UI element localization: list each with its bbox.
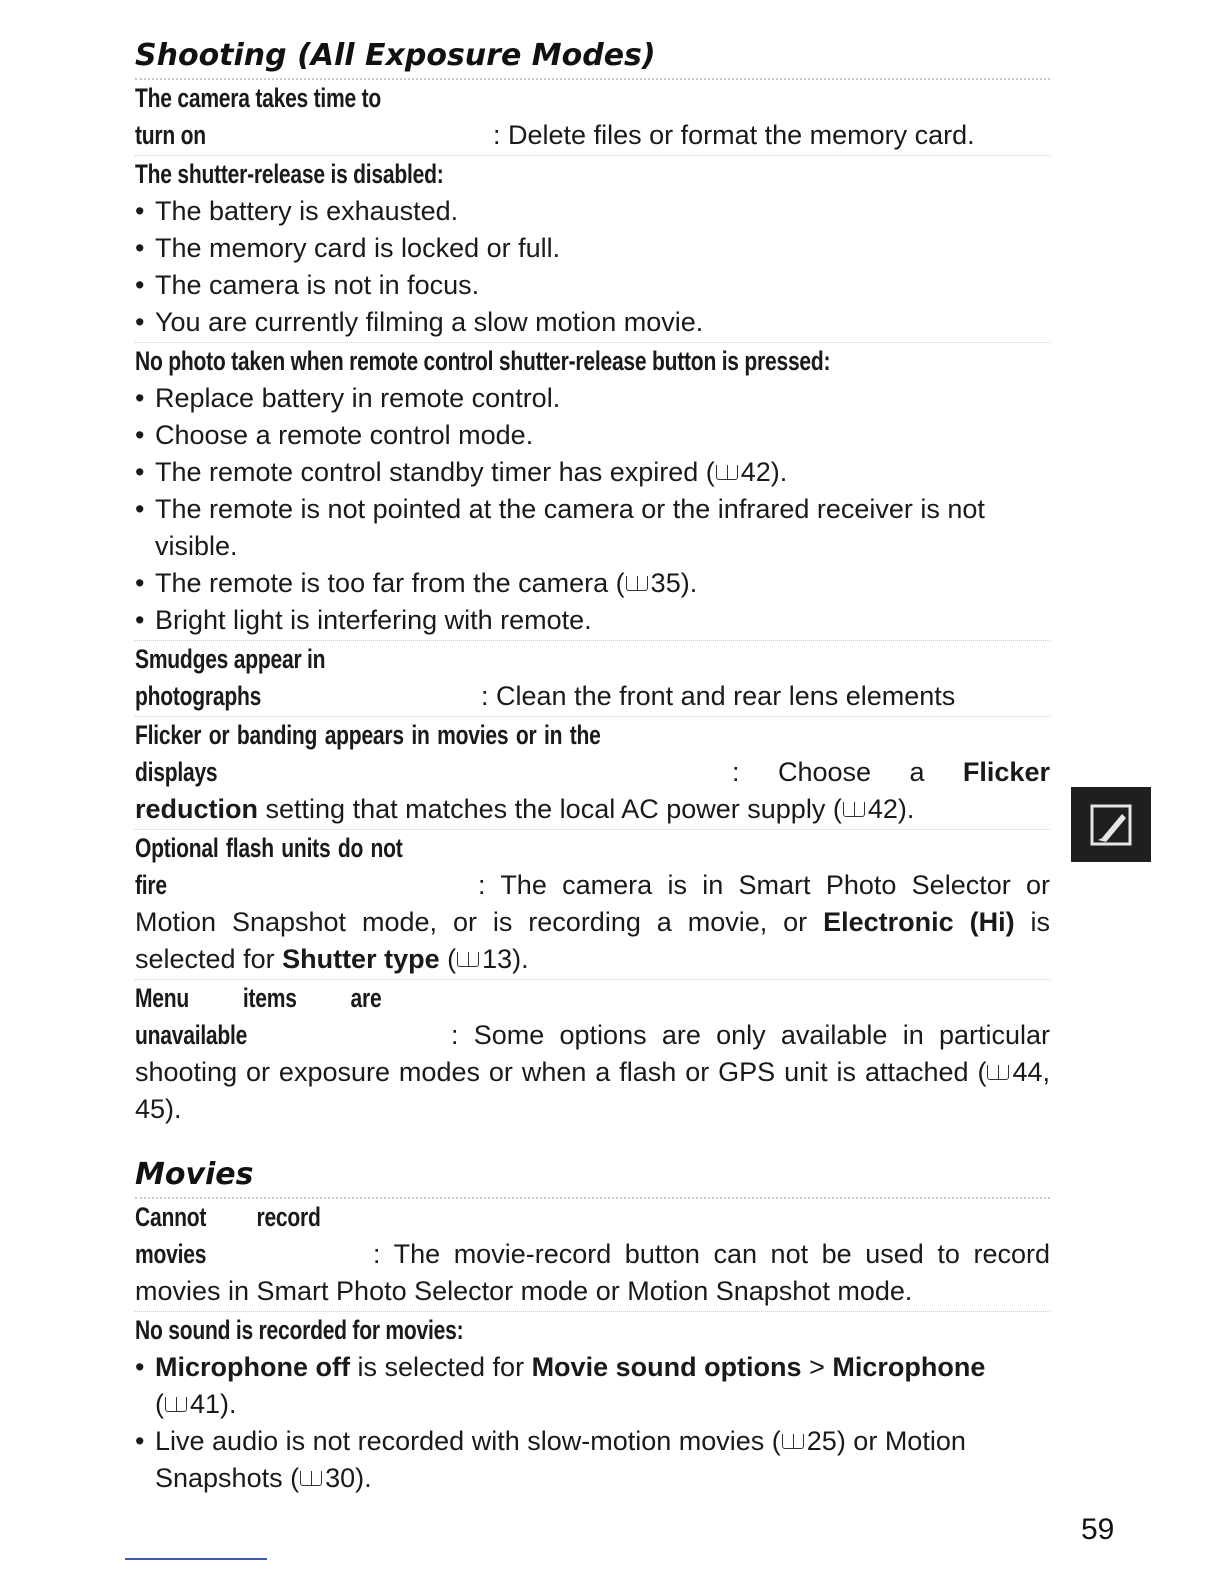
book-icon <box>165 1397 187 1412</box>
entry-lead: No photo taken when remote control shutter-release button is pressed: <box>135 346 831 376</box>
section-title-shooting: Shooting (All Exposure Modes) <box>135 36 1050 80</box>
entry-lead: Smudges appear in photographs <box>135 644 326 711</box>
entry-lead: Optional flash units do not fire <box>135 833 403 900</box>
list-item: • The camera is not in focus. <box>135 267 1050 304</box>
no-sound-list <box>135 1349 1050 1497</box>
entry-shutter-disabled <box>135 156 1050 343</box>
page-number: 59 <box>1081 1513 1115 1546</box>
list-item: • The battery is exhausted. <box>135 193 1050 230</box>
list-item: • Bright light is interfering with remote. <box>135 602 1050 639</box>
entry-lead: No sound is recorded for movies: <box>135 1315 464 1345</box>
book-icon <box>843 802 865 817</box>
entry-lead: The shutter-release is disabled: <box>135 159 444 189</box>
book-icon <box>716 465 738 480</box>
list-item: • Choose a remote control mode. <box>135 417 1050 454</box>
entry-lead: Menu items are unavailable <box>135 983 382 1050</box>
list-item: • Replace battery in remote control. <box>135 380 1050 417</box>
entry-cannot-record: Cannot record movies : The movie-record button can not be used to record movies in Smart Photo Selector mode or Motion Snapshot mode. <box>135 1199 1050 1312</box>
book-icon <box>782 1434 804 1449</box>
entry-remote <box>135 343 1050 641</box>
list-item: • Microphone off is selected for Movie sound options > Microphone ( 41). <box>135 1349 1050 1423</box>
bottom-rule <box>125 1558 267 1560</box>
troubleshooting-icon <box>1088 802 1134 848</box>
entry-flash: Optional flash units do not fire : The camera is in Smart Photo Selector or Motion Snapshot mode, or is recording a movie, or Electronic (Hi) is selected for Shutter type ( 13). <box>135 830 1050 980</box>
entry-lead: Flicker or banding appears in movies or in the displays <box>135 720 601 787</box>
shutter-disabled-list <box>135 193 1050 341</box>
entry-flicker: Flicker or banding appears in movies or in the displays : Choose a Flicker reduction setting that matches the local AC power supply ( 42). <box>135 717 1050 830</box>
book-icon <box>626 576 648 591</box>
list-item: • The remote is too far from the camera ( 35). <box>135 565 1050 602</box>
list-item: • Live audio is not recorded with slow-motion movies ( 25) or Motion Snapshots ( 30). <box>135 1423 1050 1497</box>
book-icon <box>457 952 479 967</box>
entry-lead: Cannot record movies <box>135 1202 321 1269</box>
list-item: • You are currently filming a slow motion movie. <box>135 304 1050 341</box>
troubleshooting-tab <box>1071 787 1151 862</box>
list-item: • The remote is not pointed at the camera or the infrared receiver is not visible. <box>135 491 1050 565</box>
entry-lead: The camera takes time to turn on <box>135 83 382 150</box>
remote-list <box>135 380 1050 639</box>
entry-no-sound <box>135 1312 1050 1498</box>
list-item: • The memory card is locked or full. <box>135 230 1050 267</box>
entry-menu: Menu items are unavailable : Some options are only available in particular shooting or exposure modes or when a flash or GPS unit is attached ( 44, 45). <box>135 980 1050 1129</box>
book-icon <box>300 1471 322 1486</box>
entry-smudges: Smudges appear in photographs : Clean the front and rear lens elements <box>135 641 1050 717</box>
book-icon <box>987 1065 1009 1080</box>
list-item: • The remote control standby timer has expired ( 42). <box>135 454 1050 491</box>
section-title-movies: Movies <box>135 1155 1050 1199</box>
page-content <box>135 36 1050 1498</box>
entry-turn-on: The camera takes time to turn on : Delete files or format the memory card. <box>135 80 1050 156</box>
